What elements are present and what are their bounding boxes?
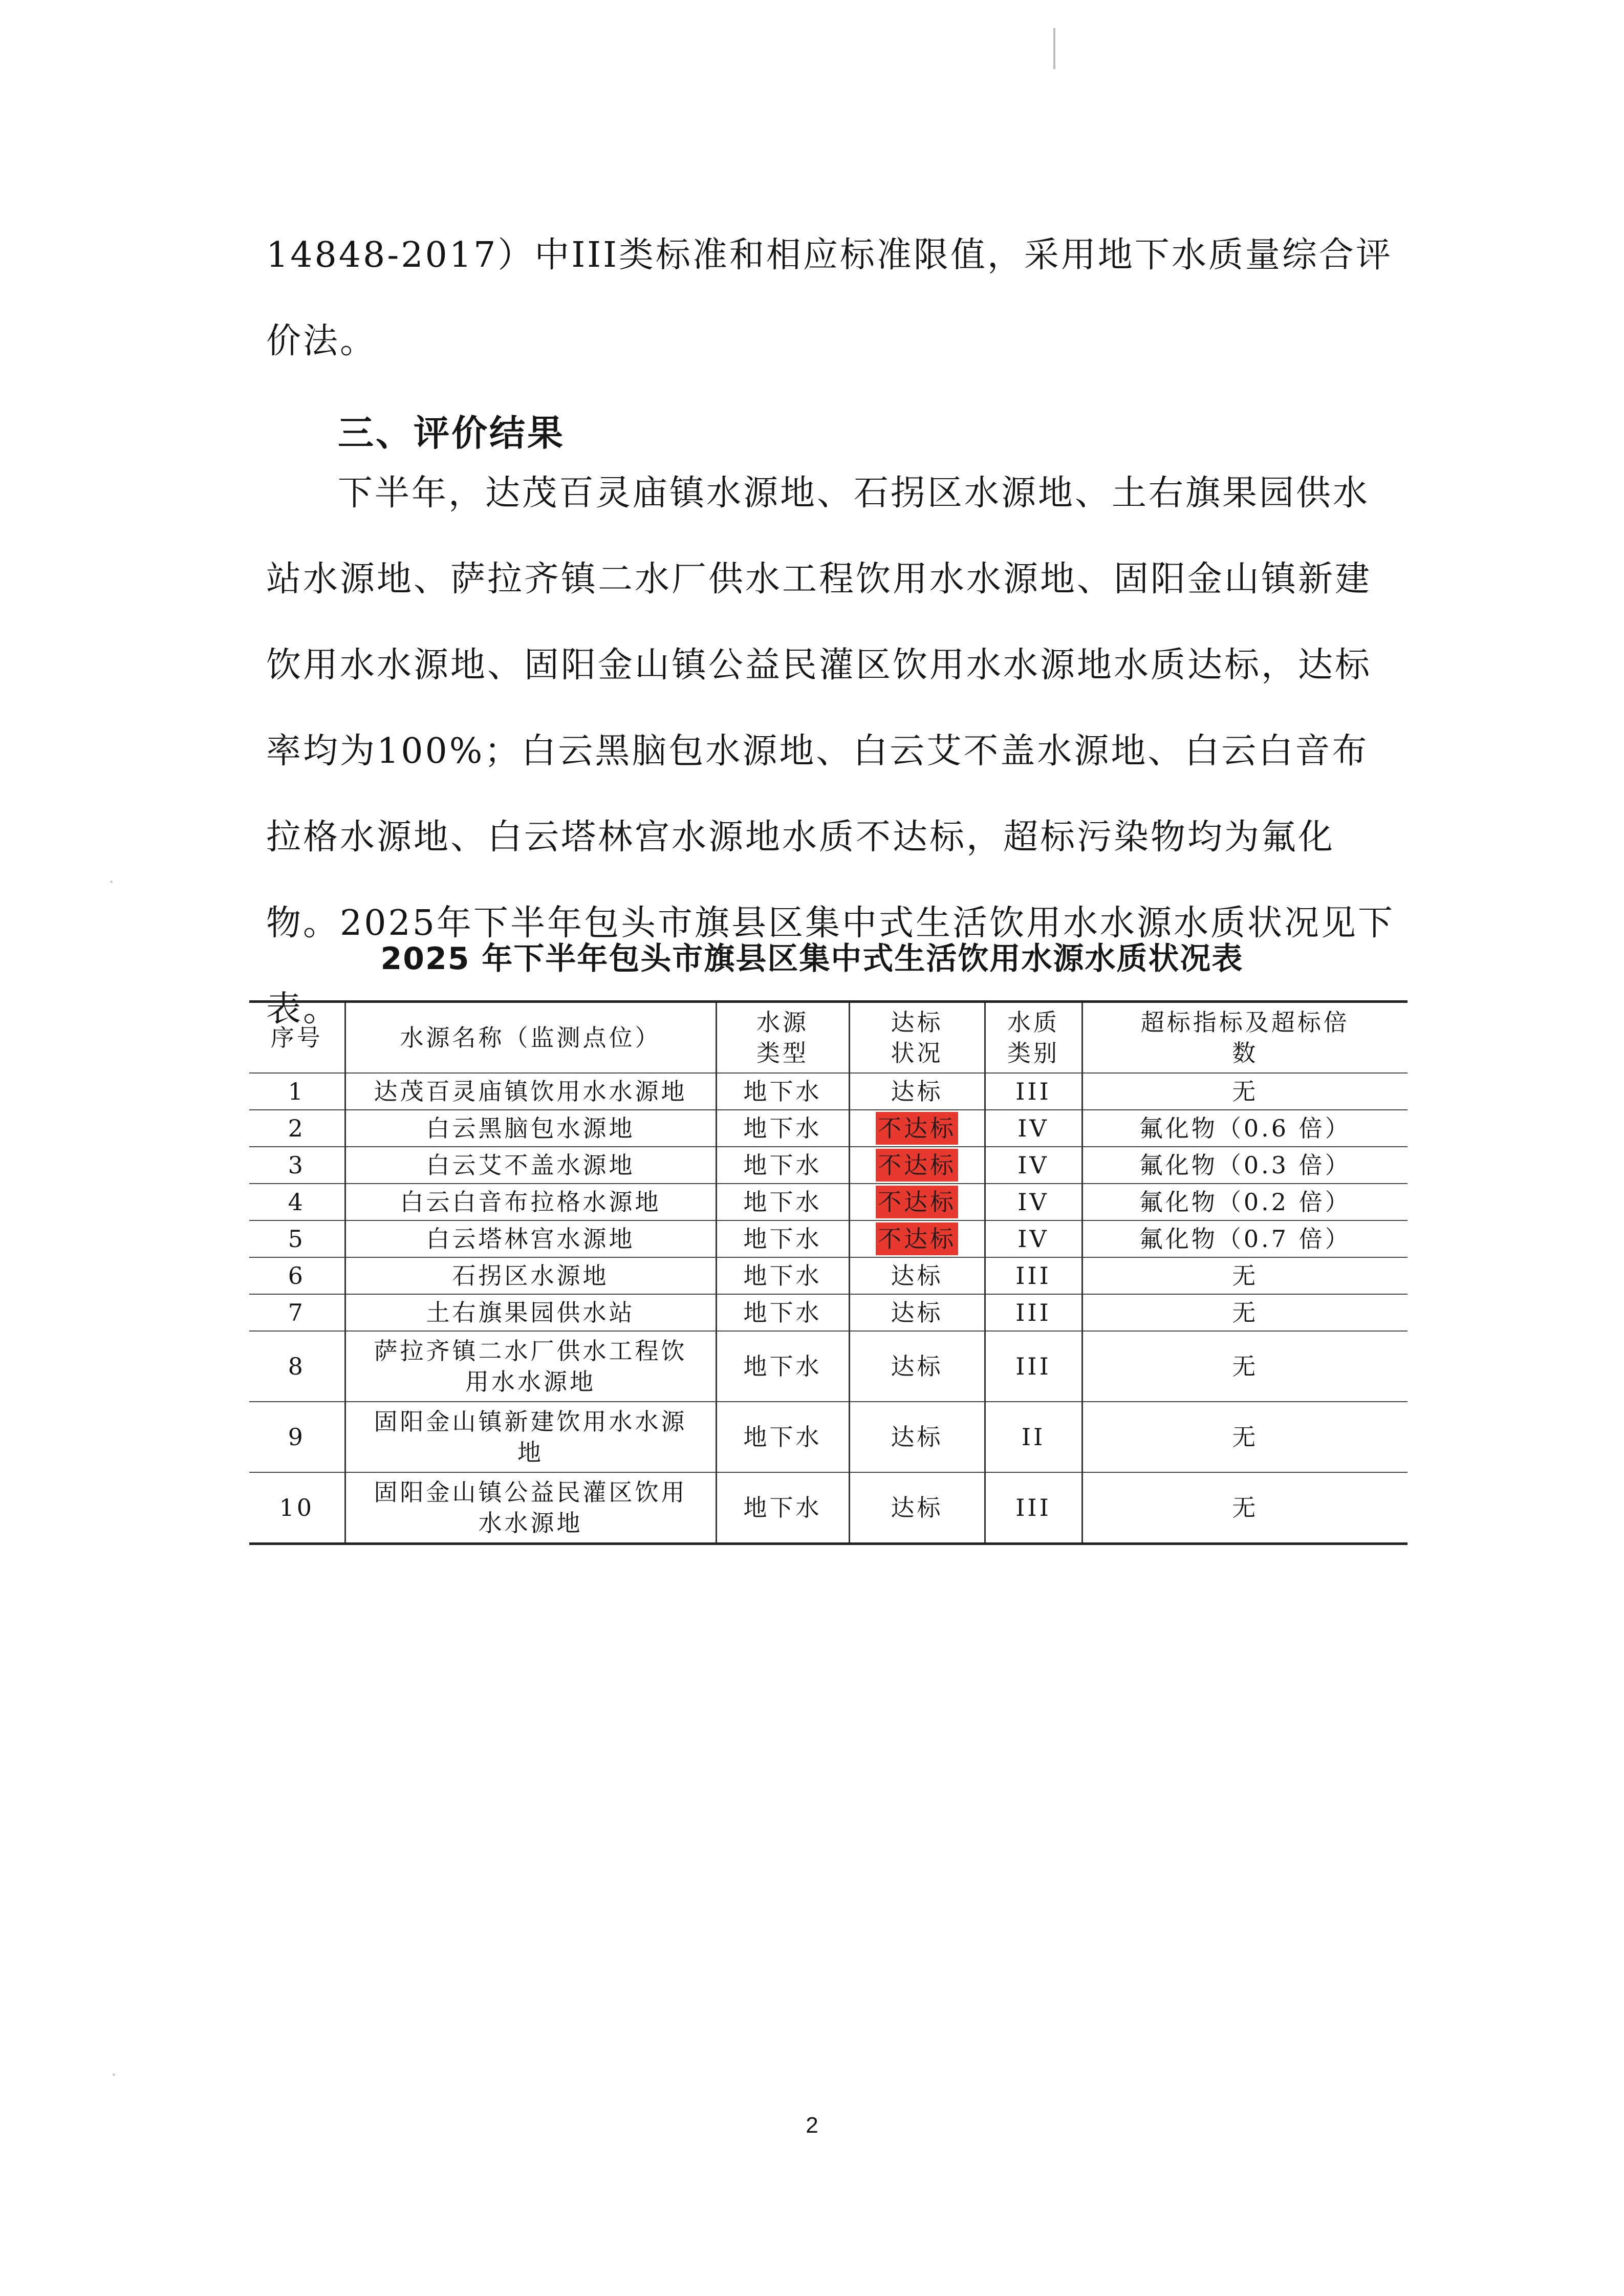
header-name: 水源名称（监测点位） xyxy=(345,1002,716,1074)
cell-exceed: 无 xyxy=(1082,1294,1408,1331)
cell-class: IV xyxy=(985,1220,1082,1257)
cell-status xyxy=(849,1472,985,1544)
scan-artifact-line xyxy=(1053,28,1055,69)
status-text: 达标 xyxy=(891,1353,943,1380)
cell-type: 地下水 xyxy=(716,1257,849,1294)
cell-status xyxy=(849,1257,985,1294)
page-number: 2 xyxy=(806,2113,818,2138)
status-text: 达标 xyxy=(891,1299,943,1326)
cell-name: 固阳金山镇新建饮用水水源地 xyxy=(345,1402,716,1472)
cell-type: 地下水 xyxy=(716,1331,849,1402)
cell-type: 地下水 xyxy=(716,1402,849,1472)
fail-status-badge: 不达标 xyxy=(876,1186,958,1218)
cell-name: 达茂百灵庙镇饮用水水源地 xyxy=(345,1073,716,1110)
cell-index: 1 xyxy=(249,1073,345,1110)
header-exceed: 超标指标及超标倍数 xyxy=(1082,1002,1408,1074)
cell-type: 地下水 xyxy=(716,1220,849,1257)
cell-index: 4 xyxy=(249,1184,345,1220)
cell-class: III xyxy=(985,1331,1082,1402)
status-text: 达标 xyxy=(891,1423,943,1451)
cell-class: III xyxy=(985,1294,1082,1331)
cell-type: 地下水 xyxy=(716,1184,849,1220)
cell-class: III xyxy=(985,1257,1082,1294)
cell-class: IV xyxy=(985,1147,1082,1184)
cell-type: 地下水 xyxy=(716,1147,849,1184)
cell-name: 白云黑脑包水源地 xyxy=(345,1110,716,1147)
cell-index: 9 xyxy=(249,1402,345,1472)
fail-status-badge: 不达标 xyxy=(876,1222,958,1255)
cell-index: 6 xyxy=(249,1257,345,1294)
cell-status xyxy=(849,1220,985,1257)
header-status: 达标状况 xyxy=(849,1002,985,1074)
cell-name: 白云艾不盖水源地 xyxy=(345,1147,716,1184)
cell-status xyxy=(849,1402,985,1472)
water-quality-table xyxy=(249,1000,1408,1545)
cell-index: 8 xyxy=(249,1331,345,1402)
results-paragraph: 下半年，达茂百灵庙镇水源地、石拐区水源地、土右旗果园供水站水源地、萨拉齐镇二水厂供水工程饮用水水源地、固阳金山镇新建饮用水水源地、固阳金山镇公益民灌区饮用水水源地水质达标，达标率均为100%；白云黑脑包水源地、白云艾不盖水源地、白云白音布拉格水源地、白云塔林宫水源地水质不达标，超标污染物均为氟化物。2025年下半年包头市旗县区集中式生活饮用水水源水质状况见下表。 xyxy=(266,473,1395,1029)
cell-exceed: 氟化物（0.2 倍） xyxy=(1082,1184,1408,1220)
table-row xyxy=(249,1184,1408,1220)
cell-type: 地下水 xyxy=(716,1110,849,1147)
cell-class: IV xyxy=(985,1184,1082,1220)
cell-name: 土右旗果园供水站 xyxy=(345,1294,716,1331)
cell-status xyxy=(849,1184,985,1220)
cell-type: 地下水 xyxy=(716,1073,849,1110)
table-row xyxy=(249,1220,1408,1257)
cell-exceed: 无 xyxy=(1082,1472,1408,1544)
fail-status-badge: 不达标 xyxy=(876,1112,958,1145)
cell-status xyxy=(849,1331,985,1402)
table-header-row xyxy=(249,1002,1408,1074)
cell-exceed: 无 xyxy=(1082,1257,1408,1294)
cell-class: II xyxy=(985,1402,1082,1472)
cell-name: 固阳金山镇公益民灌区饮用水水源地 xyxy=(345,1472,716,1544)
cell-name: 白云塔林宫水源地 xyxy=(345,1220,716,1257)
section-heading: 三、评价结果 xyxy=(338,412,565,454)
cell-exceed: 氟化物（0.7 倍） xyxy=(1082,1220,1408,1257)
cell-name: 萨拉齐镇二水厂供水工程饮用水水源地 xyxy=(345,1331,716,1402)
water-quality-table-wrap xyxy=(249,1000,1408,1545)
cell-status xyxy=(849,1110,985,1147)
cell-index: 2 xyxy=(249,1110,345,1147)
header-index: 序号 xyxy=(249,1002,345,1074)
cell-status xyxy=(849,1147,985,1184)
table-row xyxy=(249,1331,1408,1402)
cell-type: 地下水 xyxy=(716,1472,849,1544)
scan-speck xyxy=(110,881,113,883)
intro-paragraph-block xyxy=(266,212,1402,384)
table-row xyxy=(249,1147,1408,1184)
cell-name: 石拐区水源地 xyxy=(345,1257,716,1294)
cell-class: IV xyxy=(985,1110,1082,1147)
header-type: 水源类型 xyxy=(716,1002,849,1074)
cell-exceed: 无 xyxy=(1082,1331,1408,1402)
cell-status xyxy=(849,1294,985,1331)
cell-class: III xyxy=(985,1472,1082,1544)
table-title: 2025 年下半年包头市旗县区集中式生活饮用水源水质状况表 xyxy=(380,941,1244,977)
cell-exceed: 氟化物（0.3 倍） xyxy=(1082,1147,1408,1184)
table-row xyxy=(249,1110,1408,1147)
cell-status xyxy=(849,1073,985,1110)
status-text: 达标 xyxy=(891,1078,943,1105)
intro-paragraph: 14848-2017）中III类标准和相应标准限值，采用地下水质量综合评价法。 xyxy=(266,235,1393,361)
table-row xyxy=(249,1073,1408,1110)
cell-index: 5 xyxy=(249,1220,345,1257)
scan-speck xyxy=(113,2073,115,2076)
table-row xyxy=(249,1472,1408,1544)
header-class: 水质类别 xyxy=(985,1002,1082,1074)
cell-exceed: 无 xyxy=(1082,1073,1408,1110)
table-row xyxy=(249,1294,1408,1331)
table-row xyxy=(249,1257,1408,1294)
status-text: 达标 xyxy=(891,1262,943,1290)
cell-exceed: 无 xyxy=(1082,1402,1408,1472)
cell-name: 白云白音布拉格水源地 xyxy=(345,1184,716,1220)
cell-index: 3 xyxy=(249,1147,345,1184)
cell-index: 10 xyxy=(249,1472,345,1544)
table-row xyxy=(249,1402,1408,1472)
fail-status-badge: 不达标 xyxy=(876,1149,958,1182)
cell-type: 地下水 xyxy=(716,1294,849,1331)
cell-exceed: 氟化物（0.6 倍） xyxy=(1082,1110,1408,1147)
status-text: 达标 xyxy=(891,1494,943,1521)
cell-index: 7 xyxy=(249,1294,345,1331)
cell-class: III xyxy=(985,1073,1082,1110)
